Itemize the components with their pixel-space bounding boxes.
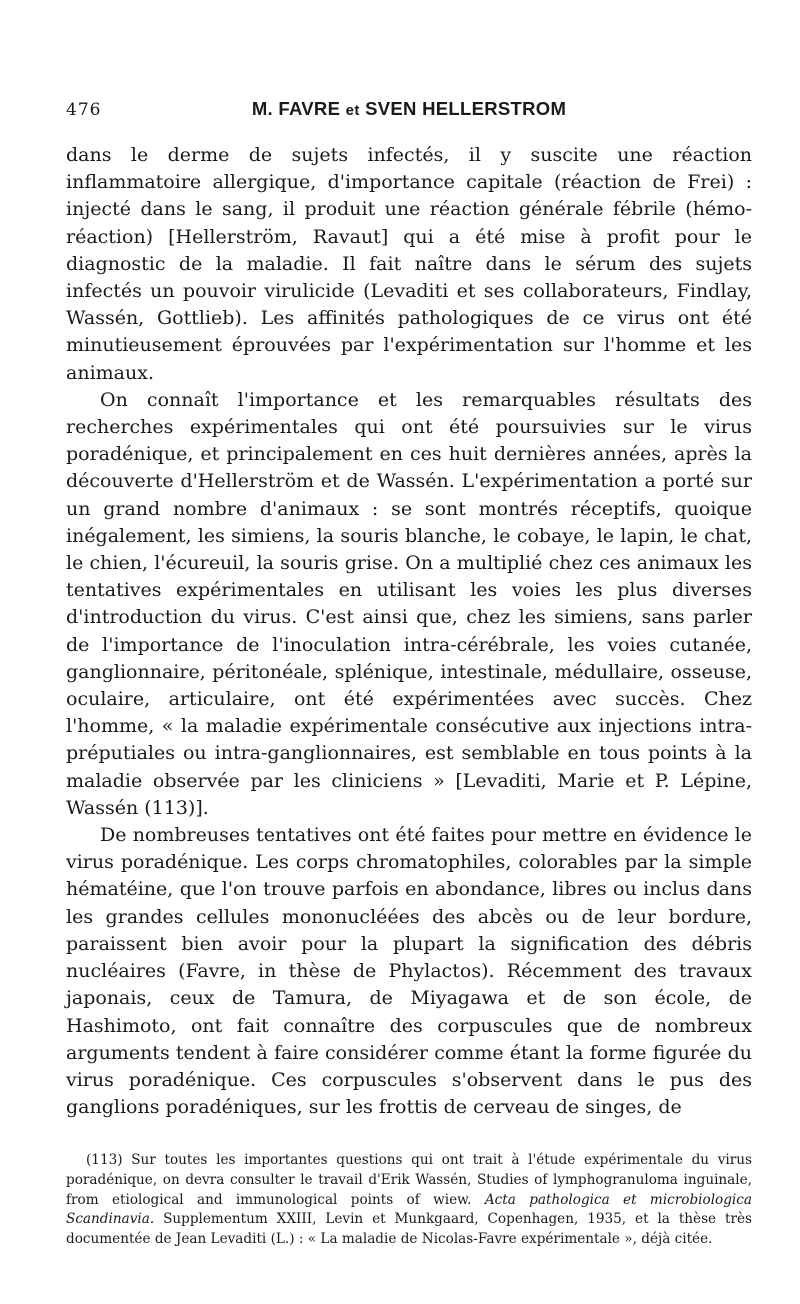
running-header [66,98,752,132]
author-2: SVEN HELLERSTROM [365,98,567,119]
author-1: M. FAVRE [251,98,341,119]
body-text [66,142,752,1121]
paragraph-3: De nombreuses tentatives ont été faites pour mettre en évidence le virus poradénique. Les corps chromatophiles, colorables par la simple hématéine, que l'on trouve parfois en abondance, libres ou inclus dans les grandes cellules mononucléées des abcès ou de leur bordure, paraissent bien avoir pour la plupart la signification des débris nucléaires (Favre, in thèse de Phylactos). Récemment des travaux japonais, ceux de Tamura, de Miyagawa et de son école, de Hashimoto, ont fait connaître des corpuscules que de nombreux arguments tendent à faire considérer comme étant la forme figurée du virus poradénique. Ces corpuscules s'observent dans le pus des ganglions poradéniques, sur les frottis de cerveau de singes, de [66,824,752,1119]
footnote-text-1: (113) Sur toutes les importantes questions qui ont trait à l'étude expérimentale du virus poradénique, on devra consulter le travail d'Erik Wassén, Studies of lymphogranuloma inguinale, from etiological and immunological points of wiew. [66,1152,752,1208]
footnote-113 [66,1151,752,1249]
running-title [66,98,752,120]
paragraph-2: On connaît l'importance et les remarquables résultats des recherches expérimentales qui ont été poursuivies sur le virus poradénique, et principalement en ces huit dernières années, après la découverte d'Hellerström et de Wassén. L'expérimentation a porté sur un grand nombre d'animaux : se sont montrés réceptifs, quoique inégalement, les simiens, la souris blanche, le cobaye, le lapin, le chat, le chien, l'écureuil, la souris grise. On a multiplié chez ces animaux les tentatives expérimentales en utilisant les voies les plus diverses d'introduction du virus. C'est ainsi que, chez les simiens, sans parler de l'importance de l'inoculation intra-cérébrale, les voies cutanée, ganglionnaire, péritonéale, splénique, intestinale, médullaire, osseuse, oculaire, articulaire, ont été expérimentées avec succès. Chez l'homme, « la maladie expérimentale consécutive aux injections intra-préputiales ou intra-ganglionnaires, est semblable en tous points à la maladie observée par les cliniciens » [Levaditi, Marie et P. Lépine, Wassén (113)]. [66,388,752,819]
footnote-journal: Acta pathologica et microbiologica Scandinavia. [66,1191,752,1228]
page [66,98,752,1249]
conjunction: et [345,102,360,119]
footnote-text-2: Supplementum XXIII, Levin et Munkgaard, Copenhagen, 1935, et la thèse très documentée de Jean Levaditi (L.) : « La maladie de Nicolas-Favre expérimentale », déjà citée. [66,1211,752,1247]
page-number: 476 [66,100,102,120]
paragraph-1: dans le derme de sujets infectés, il y suscite une réaction inflammatoire allergique, d'importance capitale (réaction de Frei) : injecté dans le sang, il produit une réaction générale fébrile (hémo-réaction) [Hellerström, Ravaut] qui a été mise à profit pour le diagnostic de la maladie. Il fait naître dans le sérum des sujets infectés un pouvoir virulicide (Levaditi et ses collaborateurs, Findlay, Wassén, Gottlieb). Les affinités pathologiques de ce virus ont été minutieusement éprouvées par l'expérimentation sur l'homme et les animaux. [66,144,752,384]
